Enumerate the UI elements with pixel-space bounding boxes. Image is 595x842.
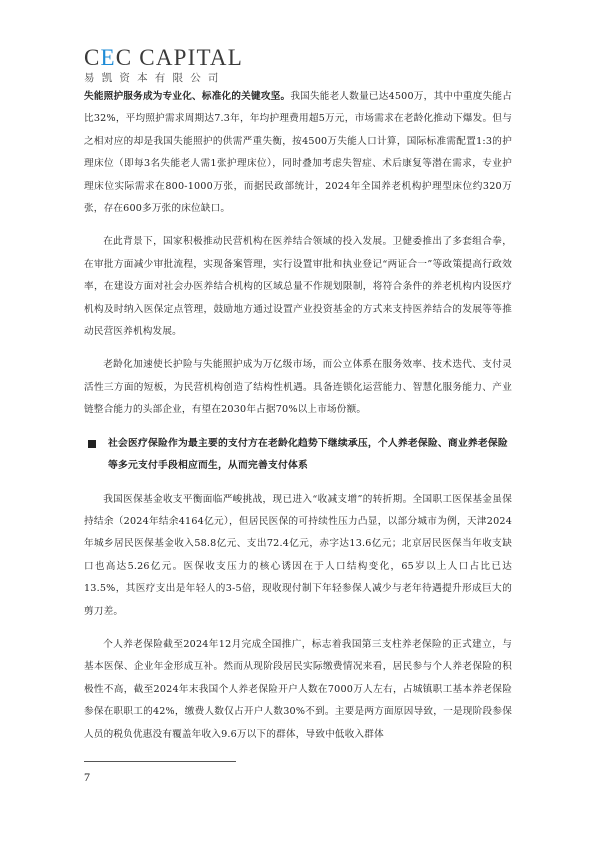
logo-letter-e: E — [100, 45, 116, 70]
paragraph-market-opportunity: 老龄化加速使长护险与失能照护成为万亿级市场，而公立体系在服务效率、技术迭代、支付灵活性三方面的短板，为民营机构创造了结构性机遇。具备连锁化运营能力、智慧化服务能力、产业链整合能力的头部企业，有望在2030年占据70%以上市场份额。 — [84, 359, 512, 416]
paragraph-personal-pension: 个人养老保险截至2024年12月完成全国推广，标志着我国第三支柱养老保险的正式建立，与基本医保、企业年金形成互补。然而从现阶段居民实际缴费情况来看，居民参与个人养老保险的积极性不高，截至2024年末我国个人养老保险开户人数在7000万人左右，占城镇职工基本养老保险参保在职职工的42%，缴费人数仅占开户人数30%不到。主要是两方面原因导致，一是现阶段参保人员的税负优惠没有覆盖年收入9.6万以下的群体，导致中低收入群体 — [84, 638, 512, 740]
paragraph-disability-care — [84, 86, 512, 220]
logo-wordmark — [84, 46, 244, 70]
paragraph-medical-insurance-fund: 我国医保基金收支平衡面临严峻挑战，现已进入“收减支增”的转折期。全国职工医保基金虽保持结余（2024年结余4164亿元），但居民医保的可持续性压力凸显，以部分城市为例，天津2024年城乡居民医保基金收入58.8亿元、支出72.4亿元，赤字达13.6亿元；北京居民医保当年收支缺口也高达5.26亿元。医保收支压力的核心诱因在于人口结构变化，65岁以上人口占比已达13.5%，其医疗支出是年轻人的3-5倍，现收现付制下年轻参保人减少与老年待遇提升形成巨大的剪刀差。 — [84, 493, 512, 617]
page-number: 7 — [84, 770, 90, 784]
document-body — [84, 86, 512, 757]
logo-wordmark-rest: C CAPITAL — [115, 45, 243, 70]
footer-divider — [84, 761, 236, 762]
section-heading — [84, 433, 512, 478]
logo-chinese-name: 易凯资本有限公司 — [84, 72, 226, 84]
paragraph-lead: 失能照护服务成为专业化、标准化的关键攻坚。 — [84, 91, 291, 102]
company-logo — [84, 46, 244, 85]
paragraph-private-institutions: 在此背景下，国家积极推动民营机构在医养结合领域的投入发展。卫健委推出了多套组合拳，在审批方面减少审批流程，实现备案管理，实行设置审批和执业登记“两证合一”等政策提高行政效率，在建设方面对社会办医养结合机构的区域总量不作规划限制，将符合条件的养老机构内设医疗机构及时纳入医保定点管理，鼓励地方通过设置产业投资基金的方式来支持医养结合的发展等等推动民营医养机构发展。 — [84, 236, 512, 338]
square-bullet-icon — [88, 440, 96, 448]
logo-letter-c: C — [84, 45, 101, 70]
paragraph-text: 我国失能老人数量已达4500万，其中中重度失能占比32%，平均照护需求周期达7.3年，年均护理费用超5万元，市场需求在老龄化推动下爆发。但与之相对应的却是我国失能照护的供需严重失衡，按4500万失能人口计算，国际标准需配置1:3的护理床位（即每3名失能老人需1张护理床位），同时叠加考虑失智症、术后康复等潜在需求，专业护理床位实际需求在800-1000万张，而据民政部统计，2024年全国养老机构护理型床位约320万张，存在600多万张的床位缺口。 — [84, 91, 513, 215]
section-heading-text: 社会医疗保险作为最主要的支付方在老龄化趋势下继续承压，个人养老保险、商业养老保险等多元支付手段相应而生，从而完善支付体系 — [108, 437, 508, 472]
